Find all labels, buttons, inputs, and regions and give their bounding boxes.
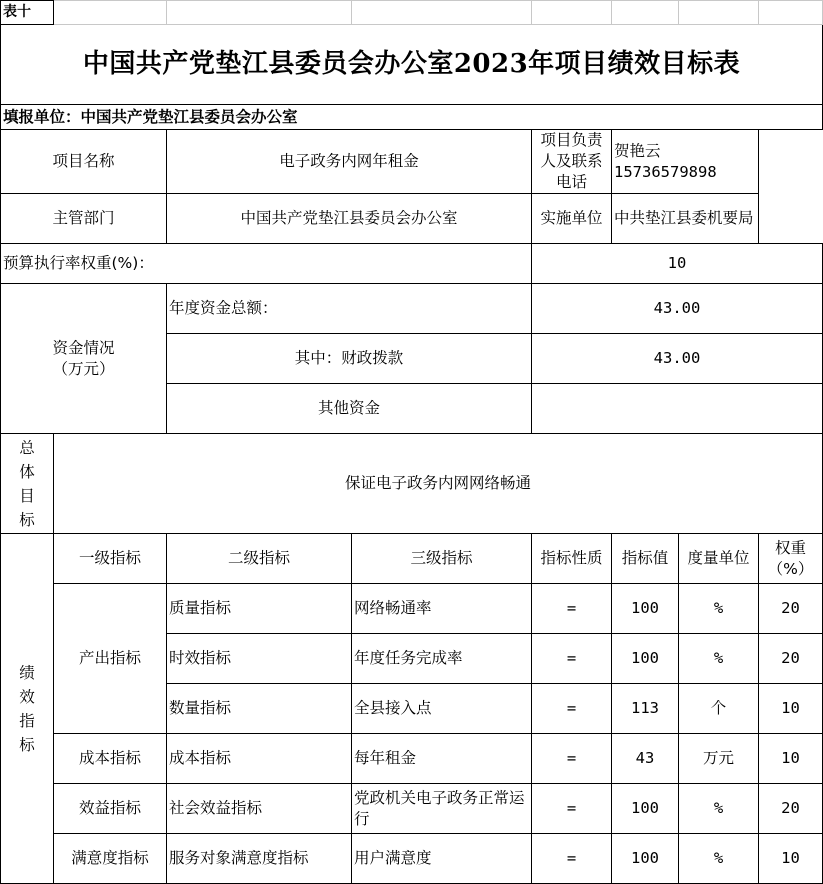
table-row <box>1 834 823 884</box>
contact-name: 贺艳云 <box>614 141 661 160</box>
empty-cell <box>612 1 679 25</box>
level3-cell: 每年租金 <box>352 734 532 784</box>
weight-cell: 10 <box>759 734 823 784</box>
unit-cell: % <box>679 584 759 634</box>
side-label-char: 效 <box>19 687 35 706</box>
table-row <box>1 784 823 834</box>
project-name-label: 项目名称 <box>1 130 167 194</box>
unit-cell: 万元 <box>679 734 759 784</box>
level3-cell: 年度任务完成率 <box>352 634 532 684</box>
contact-phone: 15736579898 <box>614 162 717 181</box>
header-nature: 指标性质 <box>532 534 612 584</box>
weight-cell: 20 <box>759 584 823 634</box>
header-level2: 二级指标 <box>167 534 352 584</box>
fiscal-funds-label: 其中：财政拨款 <box>167 334 532 384</box>
value-cell: 113 <box>612 684 679 734</box>
level2-cell: 质量指标 <box>167 584 352 634</box>
filler-unit: 填报单位：中国共产党垫江县委员会办公室 <box>1 105 823 130</box>
other-funds-label: 其他资金 <box>167 384 532 434</box>
page-title: 中国共产党垫江县委员会办公室2023年项目绩效目标表 <box>1 25 823 105</box>
nature-cell: = <box>532 634 612 684</box>
header-weight: 权重（%） <box>759 534 823 584</box>
total-funds-value: 43.00 <box>532 284 823 334</box>
indicators-side-label <box>1 534 54 884</box>
project-name-value: 电子政务内网年租金 <box>167 130 532 194</box>
contact-value <box>612 130 759 194</box>
empty-cell <box>679 1 759 25</box>
nature-cell: = <box>532 834 612 884</box>
nature-cell: = <box>532 684 612 734</box>
level3-cell: 网络畅通率 <box>352 584 532 634</box>
empty-cell <box>759 1 823 25</box>
value-cell: 100 <box>612 834 679 884</box>
impl-label: 实施单位 <box>532 194 612 244</box>
empty-cell <box>167 1 352 25</box>
value-cell: 43 <box>612 734 679 784</box>
funds-label-line1: 资金情况 <box>52 338 115 357</box>
total-funds-label: 年度资金总额： <box>167 284 532 334</box>
empty-cell <box>532 1 612 25</box>
level3-cell: 用户满意度 <box>352 834 532 884</box>
side-label-char: 绩 <box>19 663 35 682</box>
unit-cell: % <box>679 634 759 684</box>
header-level3: 三级指标 <box>352 534 532 584</box>
value-cell: 100 <box>612 634 679 684</box>
weight-cell: 10 <box>759 834 823 884</box>
goal-label-char: 总 <box>19 438 35 457</box>
value-cell: 100 <box>612 584 679 634</box>
value-cell: 100 <box>612 784 679 834</box>
level3-cell: 党政机关电子政务正常运行 <box>352 784 532 834</box>
weight-cell: 20 <box>759 634 823 684</box>
funds-label <box>1 284 167 434</box>
funds-label-line2: （万元） <box>52 359 115 378</box>
header-unit: 度量单位 <box>679 534 759 584</box>
nature-cell: = <box>532 734 612 784</box>
dept-label: 主管部门 <box>1 194 167 244</box>
overall-goal-text: 保证电子政务内网网络畅通 <box>54 434 823 534</box>
budget-rate-value: 10 <box>532 244 823 284</box>
unit-cell: % <box>679 834 759 884</box>
level3-cell: 全县接入点 <box>352 684 532 734</box>
unit-cell: % <box>679 784 759 834</box>
empty-cell <box>54 1 167 25</box>
goal-label-char: 标 <box>19 510 35 529</box>
other-funds-value <box>532 384 823 434</box>
table-row <box>1 734 823 784</box>
level2-cell: 数量指标 <box>167 684 352 734</box>
goal-label-char: 体 <box>19 462 35 481</box>
fiscal-funds-value: 43.00 <box>532 334 823 384</box>
nature-cell: = <box>532 784 612 834</box>
side-label-char: 标 <box>19 735 35 754</box>
weight-cell: 10 <box>759 684 823 734</box>
level1-cell: 效益指标 <box>54 784 167 834</box>
table-row <box>1 584 823 634</box>
empty-cell <box>352 1 532 25</box>
header-level1: 一级指标 <box>54 534 167 584</box>
impl-value: 中共垫江县委机要局 <box>612 194 759 244</box>
unit-cell: 个 <box>679 684 759 734</box>
level2-cell: 成本指标 <box>167 734 352 784</box>
weight-cell: 20 <box>759 784 823 834</box>
budget-rate-label: 预算执行率权重(%)： <box>1 244 532 284</box>
level1-cell: 成本指标 <box>54 734 167 784</box>
overall-goal-label <box>1 434 54 534</box>
level1-cell: 满意度指标 <box>54 834 167 884</box>
table-number: 表十 <box>1 1 54 25</box>
dept-value: 中国共产党垫江县委员会办公室 <box>167 194 532 244</box>
goal-label-char: 目 <box>19 486 35 505</box>
level2-cell: 时效指标 <box>167 634 352 684</box>
level1-cell: 产出指标 <box>54 584 167 734</box>
level2-cell: 服务对象满意度指标 <box>167 834 352 884</box>
contact-label: 项目负责人及联系电话 <box>532 130 612 194</box>
side-label-char: 指 <box>19 711 35 730</box>
level2-cell: 社会效益指标 <box>167 784 352 834</box>
nature-cell: = <box>532 584 612 634</box>
header-value: 指标值 <box>612 534 679 584</box>
